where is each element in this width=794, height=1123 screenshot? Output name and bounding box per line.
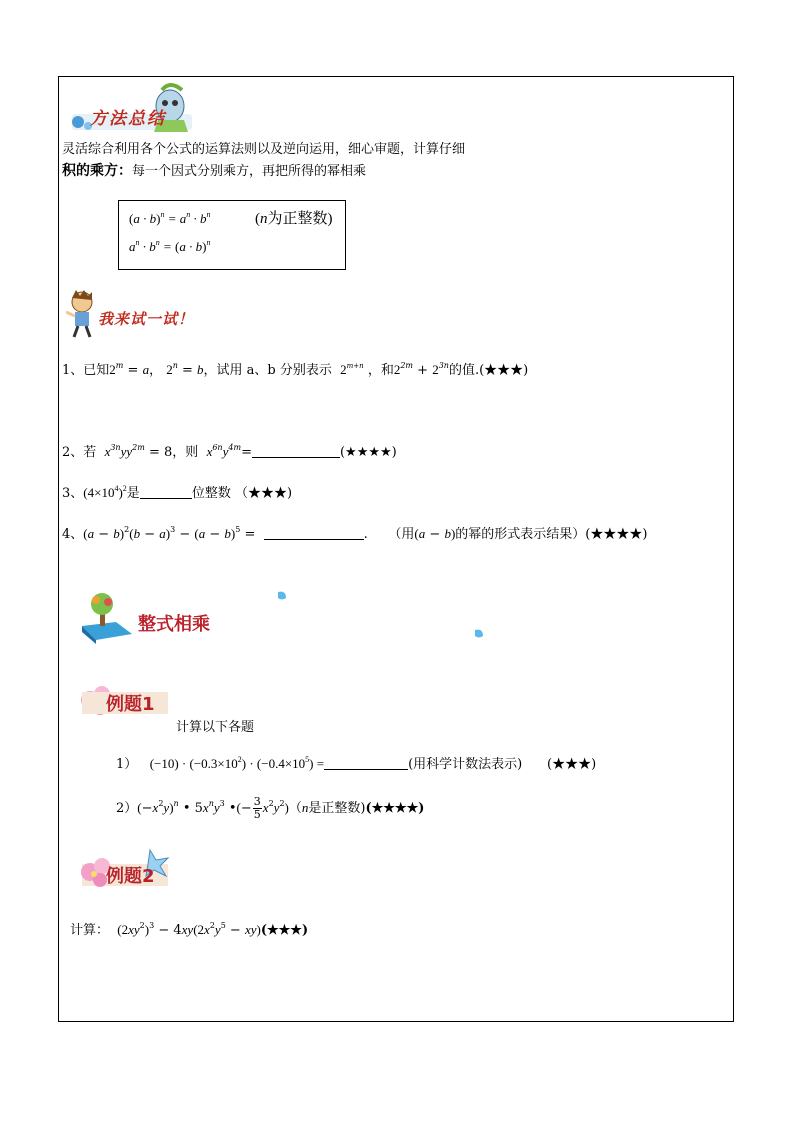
example-1-question-1: 1） $(-10) \cdot (-0.3\times 10^2) \cdot (-0.4\times 10^5)$ = (用科学计数法表示) (★★★): [116, 755, 597, 772]
cartoon-boy-icon: [66, 290, 102, 338]
question-label: 计算：: [70, 923, 110, 938]
method-summary-banner: [66, 82, 206, 134]
problem-1-tail: 的值.(★★★): [448, 363, 529, 378]
example-2-title: 例题2: [106, 866, 155, 887]
problem-number: 2、: [62, 445, 84, 460]
problem-1-and: ，和: [367, 363, 394, 378]
note-text: 为正整数: [267, 209, 328, 227]
example-2-banner: [76, 848, 186, 892]
integral-multiply-banner: [76, 592, 256, 644]
question-number: 2）: [116, 801, 138, 816]
formula-1: $(a \cdot b)^n = a^n \cdot b^n$: [129, 210, 211, 226]
problem-2-then: ，则: [172, 445, 199, 460]
answer-blank[interactable]: [264, 527, 364, 540]
answer-blank[interactable]: [324, 757, 408, 770]
product-power-rule: [62, 163, 366, 180]
example-1-title: 例题1: [106, 694, 155, 715]
rule-label: 积的乘方：: [62, 163, 132, 179]
star-rating: (★★★★): [339, 445, 397, 460]
problem-number: 1、: [62, 363, 84, 378]
question-note: 是正整数): [308, 801, 366, 816]
formula-2: $a^n \cdot b^n = (a \cdot b)^n$: [129, 238, 211, 254]
try-it-banner: [66, 290, 206, 338]
separator: ，: [149, 363, 163, 378]
rule-text: 每一个因式分别乘方，再把所得的幂相乘: [132, 164, 367, 179]
example-1-prompt: 计算以下各题: [176, 720, 255, 735]
problem-3-tail: 位整数 （★★★): [191, 486, 293, 501]
water-drop-icon: [276, 590, 288, 602]
example-1-question-2: $2)(-x^2y)^n$ • $5x^ny^3$ •(− $\frac{3}{5}$ $x^2y^2)(n$是正整数)(★★★★): [116, 795, 425, 821]
question-note: (用科学计数法表示): [408, 757, 523, 772]
problem-3: 3、$(4\times 10^4)^2$是 位整数 （★★★): [62, 484, 293, 501]
problem-3-is: 是: [126, 486, 140, 501]
problem-4-tail: （用: [388, 527, 415, 542]
formula-note: (n为正整数): [255, 209, 333, 227]
answer-blank[interactable]: [140, 486, 192, 499]
example-1-banner: [76, 680, 186, 720]
problem-2-if: 若: [83, 445, 97, 460]
star-rating: (★★★): [260, 923, 309, 938]
problem-number: 4、: [62, 527, 84, 542]
star-rating: (★★★): [547, 757, 597, 772]
water-drop-icon: [473, 628, 485, 640]
method-summary-title: 方法总结: [90, 109, 166, 129]
problem-2: 2、若 $x^{3n}yy^{2m} = 8$，则 $x^{6n}y^{4m}=$ (★★★★): [62, 443, 397, 460]
summary-line: 灵活综合利用各个公式的运算法则以及逆向运用，细心审题，计算仔细: [62, 142, 466, 157]
book-tree-icon: [76, 592, 136, 644]
question-number: 1）: [116, 757, 138, 772]
problem-1: 1、已知$2^m = a$， $2^n = b$，试用 a、b 分别表示 $2^{m+n}$ ，和$2^{2m} + 2^{3n}$的值.(★★★): [62, 361, 529, 378]
problem-4-tail2: 的幂的形式表示结果）(★★★★): [455, 527, 648, 542]
problem-number: 3、: [62, 486, 84, 501]
formula-box: [118, 200, 346, 270]
example-2-question: 计算： $(2xy^2)^3 - 4xy(2x^2y^5$ − xy)(★★★): [70, 921, 309, 938]
try-it-title: 我来试一试！: [98, 310, 195, 328]
answer-blank[interactable]: [252, 445, 340, 458]
problem-4: 4、$(a - b)^2(b - a)^3 - (a - b)^5$ = . （用(a − b)的幂的形式表示结果）(★★★★): [62, 525, 648, 542]
integral-multiply-title: 整式相乘: [138, 614, 210, 635]
problem-1-known: 已知: [83, 363, 110, 378]
star-rating: (★★★★): [365, 801, 425, 816]
problem-1-mid: ，试用 a、b 分别表示: [203, 363, 332, 378]
